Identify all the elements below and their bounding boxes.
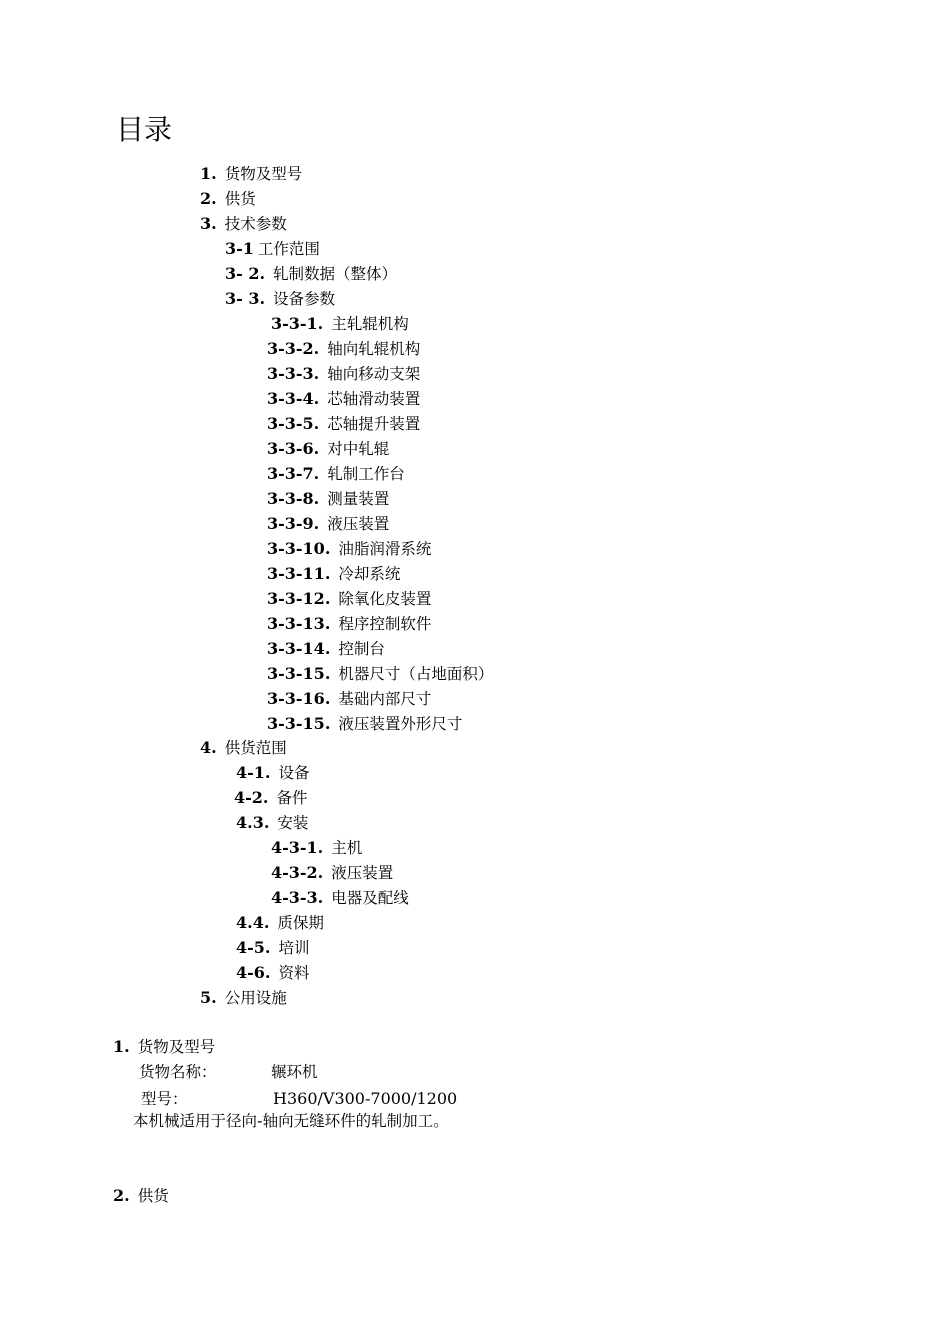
- toc-item-label: 基础内部尺寸: [338, 690, 432, 708]
- toc-item-number: 3-3-5.: [267, 414, 320, 433]
- toc-item[interactable]: [200, 212, 287, 236]
- toc-item-number: 3-3-6.: [267, 439, 320, 458]
- model-value: H360/V300-7000/1200: [273, 1089, 458, 1108]
- toc-item[interactable]: [271, 886, 409, 910]
- toc-item-label: 程序控制软件: [338, 615, 432, 633]
- toc-item-label: 资料: [278, 964, 310, 982]
- toc-item-number: 3-3-12.: [267, 589, 331, 608]
- section-2-heading: [113, 1184, 169, 1208]
- toc-item[interactable]: [200, 162, 302, 186]
- toc-item-number: 3-3-2.: [267, 339, 320, 358]
- toc-item-number: 4-3-1.: [271, 838, 324, 857]
- toc-item-label: 设备参数: [273, 290, 336, 308]
- toc-item-number: 3- 2.: [225, 264, 266, 283]
- goods-name-value: 辗环机: [271, 1063, 318, 1081]
- toc-item[interactable]: [267, 712, 462, 736]
- toc-item-label: 液压装置外形尺寸: [338, 715, 463, 733]
- toc-item-number: 3-3-15.: [267, 664, 331, 683]
- toc-item-number: 4-3-3.: [271, 888, 324, 907]
- toc-item-label: 轴向轧辊机构: [327, 340, 421, 358]
- toc-item-label: 电器及配线: [331, 889, 409, 907]
- goods-name-label: 货物名称：: [139, 1063, 217, 1081]
- section-1-title: 货物及型号: [137, 1038, 216, 1056]
- toc-item-label: 芯轴滑动装置: [327, 390, 421, 408]
- toc-item-number: 3-3-13.: [267, 614, 331, 633]
- toc-item-number: 4-5.: [236, 938, 271, 957]
- toc-item[interactable]: [225, 262, 397, 286]
- toc-item[interactable]: [267, 462, 405, 486]
- toc-item-number: 4-6.: [236, 963, 271, 982]
- toc-item[interactable]: [267, 362, 420, 386]
- toc-item-label: 控制台: [338, 640, 385, 658]
- toc-item-number: 1.: [200, 164, 217, 183]
- toc-item[interactable]: [200, 187, 256, 211]
- toc-item[interactable]: [267, 387, 420, 411]
- toc-item-label: 轧制数据（整体）: [273, 265, 398, 283]
- toc-item-number: 4-2.: [234, 788, 269, 807]
- toc-item-label: 主机: [331, 839, 363, 857]
- toc-item-label: 芯轴提升装置: [327, 415, 421, 433]
- toc-item-label: 货物及型号: [224, 165, 303, 183]
- toc-item-label: 除氧化皮装置: [338, 590, 432, 608]
- toc-item[interactable]: [200, 736, 287, 760]
- toc-item[interactable]: [267, 512, 389, 536]
- toc-item[interactable]: [267, 487, 389, 511]
- toc-item-label: 对中轧辊: [327, 440, 390, 458]
- toc-item-label: 冷却系统: [338, 565, 401, 583]
- model-label: 型号：: [141, 1090, 188, 1108]
- toc-item-label: 设备: [278, 764, 310, 782]
- toc-item-label: 供货范围: [224, 739, 287, 757]
- toc-item[interactable]: [267, 337, 420, 361]
- toc-item[interactable]: [225, 287, 335, 311]
- toc-item[interactable]: [267, 612, 431, 636]
- toc-item-label: 液压装置: [327, 515, 390, 533]
- section-2-title: 供货: [137, 1187, 169, 1205]
- toc-item-number: 3-3-3.: [267, 364, 320, 383]
- toc-item[interactable]: [267, 437, 389, 461]
- toc-item-number: 3-3-11.: [267, 564, 331, 583]
- toc-item-label: 机器尺寸（占地面积）: [338, 665, 494, 683]
- toc-item-label: 培训: [278, 939, 310, 957]
- toc-item-label: 备件: [276, 789, 308, 807]
- toc-item[interactable]: [271, 312, 409, 336]
- description-paragraph: 本机械适用于径向-轴向无缝环件的轧制加工。: [133, 1112, 449, 1130]
- toc-item[interactable]: [236, 761, 310, 785]
- toc-item[interactable]: [267, 587, 431, 611]
- toc-item[interactable]: [267, 412, 420, 436]
- toc-item-label: 轧制工作台: [327, 465, 405, 483]
- toc-item-label: 安装: [277, 814, 309, 832]
- toc-item[interactable]: [225, 237, 320, 261]
- toc-item[interactable]: [267, 687, 431, 711]
- toc-item-number: 3-3-4.: [267, 389, 320, 408]
- toc-item-label: 测量装置: [327, 490, 390, 508]
- toc-item-number: 4-3-2.: [271, 863, 324, 882]
- toc-item[interactable]: [267, 537, 431, 561]
- toc-item[interactable]: [236, 811, 308, 835]
- toc-item-number: 3-3-1.: [271, 314, 324, 333]
- toc-item-label: 公用设施: [224, 989, 287, 1007]
- toc-item-label: 轴向移动支架: [327, 365, 421, 383]
- toc-item-label: 油脂润滑系统: [338, 540, 432, 558]
- toc-item-number: 3-3-9.: [267, 514, 320, 533]
- section-2-number: 2.: [113, 1186, 130, 1205]
- toc-item-label: 主轧辊机构: [331, 315, 409, 333]
- toc-item-number: 3- 3.: [225, 289, 266, 308]
- toc-item-number: 4.3.: [236, 813, 270, 832]
- toc-item-number: 3-3-10.: [267, 539, 331, 558]
- toc-item[interactable]: [267, 562, 400, 586]
- toc-item[interactable]: [267, 637, 385, 661]
- toc-item-number: 2.: [200, 189, 217, 208]
- toc-item[interactable]: [236, 911, 324, 935]
- section-1-heading: [113, 1035, 215, 1059]
- toc-item-label: 液压装置: [331, 864, 394, 882]
- toc-item-number: 3-3-15.: [267, 714, 331, 733]
- toc-item[interactable]: [234, 786, 308, 810]
- toc-item[interactable]: [271, 836, 362, 860]
- toc-item-label: 工作范围: [257, 240, 320, 258]
- toc-item-number: 3-3-16.: [267, 689, 331, 708]
- toc-item-number: 3-1: [225, 239, 254, 258]
- toc-item[interactable]: [267, 662, 493, 686]
- toc-item-label: 质保期: [277, 914, 324, 932]
- toc-item[interactable]: [236, 961, 310, 985]
- toc-item[interactable]: [271, 861, 393, 885]
- toc-item-label: 技术参数: [224, 215, 287, 233]
- toc-item[interactable]: [236, 936, 310, 960]
- toc-item-number: 3-3-8.: [267, 489, 320, 508]
- toc-item-number: 5.: [200, 988, 217, 1007]
- toc-item-label: 供货: [224, 190, 256, 208]
- toc-title: 目录: [116, 113, 173, 146]
- toc-item-number: 4.4.: [236, 913, 270, 932]
- toc-item-number: 4.: [200, 738, 217, 757]
- toc-item-number: 3-3-7.: [267, 464, 320, 483]
- toc-item-number: 3-3-14.: [267, 639, 331, 658]
- toc-item-number: 4-1.: [236, 763, 271, 782]
- section-1-number: 1.: [113, 1037, 130, 1056]
- toc-item[interactable]: [200, 986, 287, 1010]
- toc-item-number: 3.: [200, 214, 217, 233]
